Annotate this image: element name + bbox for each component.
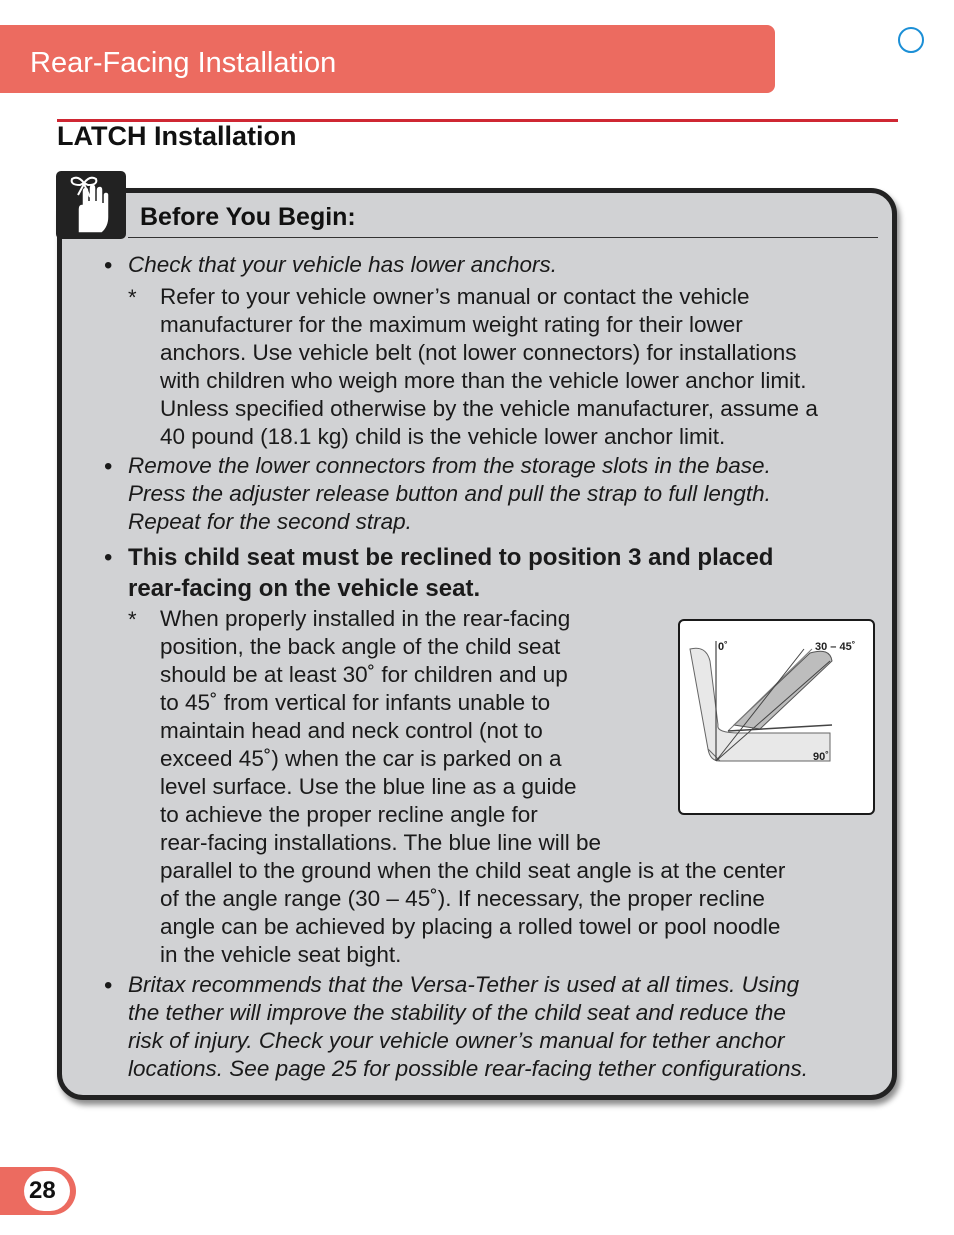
page-number-badge [24, 1171, 70, 1211]
bullet-mark: • [104, 453, 113, 480]
reminder-hand-icon [56, 171, 126, 239]
text-line: Remove the lower connectors from the storage slots in the base. [128, 453, 771, 478]
bullet-versa-tether [128, 971, 808, 1083]
text-line: with children who weigh more than the vehicle lower anchor limit. [160, 368, 807, 393]
angle-label-zero: 0˚ [718, 641, 728, 653]
text-line: parallel to the ground when the child seat angle is at the center [160, 858, 786, 883]
text-line: position, the back angle of the child seat [160, 634, 561, 659]
text-line: When properly installed in the rear-facing [160, 606, 571, 631]
angle-label-ninety: 90˚ [813, 751, 829, 763]
text-line: maintain head and neck control (not to [160, 718, 543, 743]
text-line: exceed 45˚) when the car is parked on a [160, 746, 562, 771]
text-line: locations. See page 25 for possible rear-facing tether configurations. [128, 1056, 808, 1081]
bullet-remove-connectors [128, 452, 771, 536]
bullet-mark: • [104, 544, 113, 571]
text-line: to 45˚ from vertical for infants unable to [160, 690, 551, 715]
text-line: Britax recommends that the Versa-Tether is used at all times. Using [128, 972, 800, 997]
text-line: 40 pound (18.1 kg) child is the vehicle lower anchor limit. [160, 424, 726, 449]
text-line: Repeat for the second strap. [128, 509, 412, 534]
text-line: angle can be achieved by placing a rolled towel or pool noodle [160, 914, 781, 939]
text-line: rear-facing installations. The blue line will be [160, 830, 602, 855]
text-line: Unless specified otherwise by the vehicle manufacturer, assume a [160, 396, 818, 421]
page-number: 28 [29, 1177, 56, 1204]
text-line: anchors. Use vehicle belt (not lower connectors) for installations [160, 340, 797, 365]
text-line: in the vehicle seat bight. [160, 942, 402, 967]
bullet-mark: • [104, 972, 113, 999]
asterisk-mark: * [128, 285, 137, 310]
text-line: level surface. Use the blue line as a guide [160, 774, 577, 799]
recline-angle-diagram [678, 619, 875, 815]
text-line: Refer to your vehicle owner’s manual or contact the vehicle [160, 284, 750, 309]
angle-label-range: 30 – 45˚ [815, 641, 856, 653]
text-line: risk of injury. Check your vehicle owner’s manual for tether anchor [128, 1028, 785, 1053]
text-line: to achieve the proper recline angle for [160, 802, 538, 827]
page-number-tab [0, 1167, 76, 1215]
text-line: This child seat must be reclined to position 3 and placed [128, 544, 774, 571]
text-line: should be at least 30˚ for children and up [160, 662, 568, 687]
bullet-check-anchors: Check that your vehicle has lower anchors. [128, 252, 557, 277]
text-line: of the angle range (30 – 45˚). If necessary, the proper recline [160, 886, 765, 911]
panel-heading-rule [128, 237, 878, 238]
text-line: rear-facing on the vehicle seat. [128, 575, 481, 602]
text-line: manufacturer for the maximum weight rating for their lower [160, 312, 743, 337]
circle-icon [898, 27, 924, 53]
text-line: Press the adjuster release button and pull the strap to full length. [128, 481, 771, 506]
section-banner [0, 25, 775, 93]
section-banner-title: Rear-Facing Installation [30, 47, 337, 79]
asterisk-mark: * [128, 607, 137, 632]
bullet-mark: • [104, 252, 113, 279]
bullet-recline-position [128, 542, 773, 604]
text-line: the tether will improve the stability of the child seat and reduce the [128, 1000, 786, 1025]
panel-heading: Before You Begin: [140, 203, 356, 231]
subnote-weight-limit [160, 283, 818, 451]
page-title: LATCH Installation [57, 121, 297, 151]
